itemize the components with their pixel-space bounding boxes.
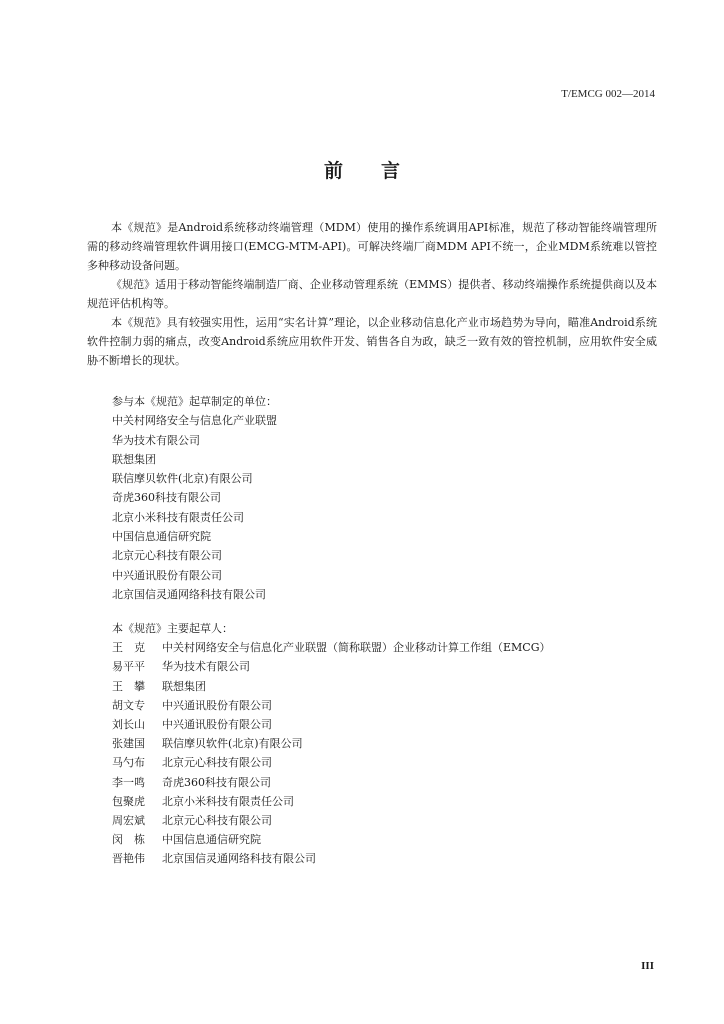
drafter-org: 中关村网络安全与信息化产业联盟（简称联盟）企业移动计算工作组（EMCG）: [162, 641, 551, 655]
organizations-list: [112, 392, 277, 604]
drafter-row: [112, 792, 551, 811]
drafter-name: 晋艳伟: [112, 852, 145, 866]
organization-item: 中关村网络安全与信息化产业联盟: [112, 414, 277, 428]
organization-item: 联信摩贝软件(北京)有限公司: [112, 472, 253, 486]
drafter-row: [112, 849, 551, 868]
drafter-org: 北京元心科技有限公司: [162, 814, 272, 828]
drafter-name: 马勺布: [112, 756, 145, 770]
drafter-name: 王 攀: [112, 679, 145, 693]
drafter-org: 中兴通讯股份有限公司: [162, 698, 272, 712]
drafter-org: 北京小米科技有限责任公司: [162, 794, 294, 808]
drafter-name: 闵 栋: [112, 833, 145, 847]
drafter-org: 北京元心科技有限公司: [162, 756, 272, 770]
drafter-org: 中兴通讯股份有限公司: [162, 718, 272, 732]
drafter-org: 中国信息通信研究院: [162, 833, 261, 847]
organization-item: 北京小米科技有限责任公司: [112, 510, 244, 524]
drafter-row: [112, 830, 551, 849]
drafter-org: 联信摩贝软件(北京)有限公司: [162, 737, 303, 751]
intro-paragraph: 《规范》适用于移动智能终端制造厂商、企业移动管理系统（EMMS）提供者、移动终端操作系统提供商以及本规范评估机构等。: [87, 278, 657, 310]
organization-item: 中兴通讯股份有限公司: [112, 568, 222, 582]
drafter-org: 华为技术有限公司: [162, 660, 250, 674]
drafter-name: 王 克: [112, 641, 145, 655]
drafter-org: 奇虎360科技有限公司: [162, 775, 271, 789]
drafters-list: [112, 619, 551, 869]
standard-code: T/EMCG 002—2014: [561, 88, 655, 100]
drafter-name: 刘长山: [112, 718, 145, 732]
page-number: III: [641, 960, 654, 972]
drafter-row: [112, 715, 551, 734]
intro-paragraph: 本《规范》具有较强实用性，运用“实名计算”理论，以企业移动信息化产业市场趋势为导向，瞄准Android系统软件控制力弱的痛点，改变Android系统应用软件开发、销售各自为政，缺乏一致有效的管控机制，应用软件安全威胁不断增长的现状。: [87, 316, 657, 367]
drafter-name: 李一鸣: [112, 775, 145, 789]
page-title: 前言: [323, 160, 438, 182]
drafter-row: [112, 773, 551, 792]
intro-section: [87, 218, 657, 370]
organization-item: 北京国信灵通网络科技有限公司: [112, 587, 266, 601]
drafter-row: [112, 657, 551, 676]
drafter-row: [112, 734, 551, 753]
drafter-name: 胡文专: [112, 698, 145, 712]
drafter-org: 北京国信灵通网络科技有限公司: [162, 852, 316, 866]
organization-item: 北京元心科技有限公司: [112, 549, 222, 563]
drafter-org: 联想集团: [162, 679, 206, 693]
drafter-row: [112, 696, 551, 715]
organization-item: 联想集团: [112, 452, 156, 466]
drafter-name: 包聚虎: [112, 794, 145, 808]
organization-item: 华为技术有限公司: [112, 433, 200, 447]
intro-paragraph: 本《规范》是Android系统移动终端管理（MDM）使用的操作系统调用API标准，规范了移动智能终端管理所需的移动终端管理软件调用接口(EMCG-MTM-API)。可解决终端厂商MDM API不统一，企业MDM系统难以管控多种移动设备问题。: [87, 221, 657, 272]
drafter-name: 周宏斌: [112, 814, 145, 828]
drafter-name: 张建国: [112, 737, 145, 751]
drafter-row: [112, 753, 551, 772]
drafter-row: [112, 638, 551, 657]
drafters-heading: 本《规范》主要起草人：: [112, 622, 233, 635]
drafter-row: [112, 677, 551, 696]
drafter-row: [112, 811, 551, 830]
organization-item: 中国信息通信研究院: [112, 530, 211, 544]
drafter-name: 易平平: [112, 660, 145, 674]
organization-item: 奇虎360科技有限公司: [112, 491, 221, 505]
organizations-heading: 参与本《规范》起草制定的单位：: [112, 395, 277, 408]
